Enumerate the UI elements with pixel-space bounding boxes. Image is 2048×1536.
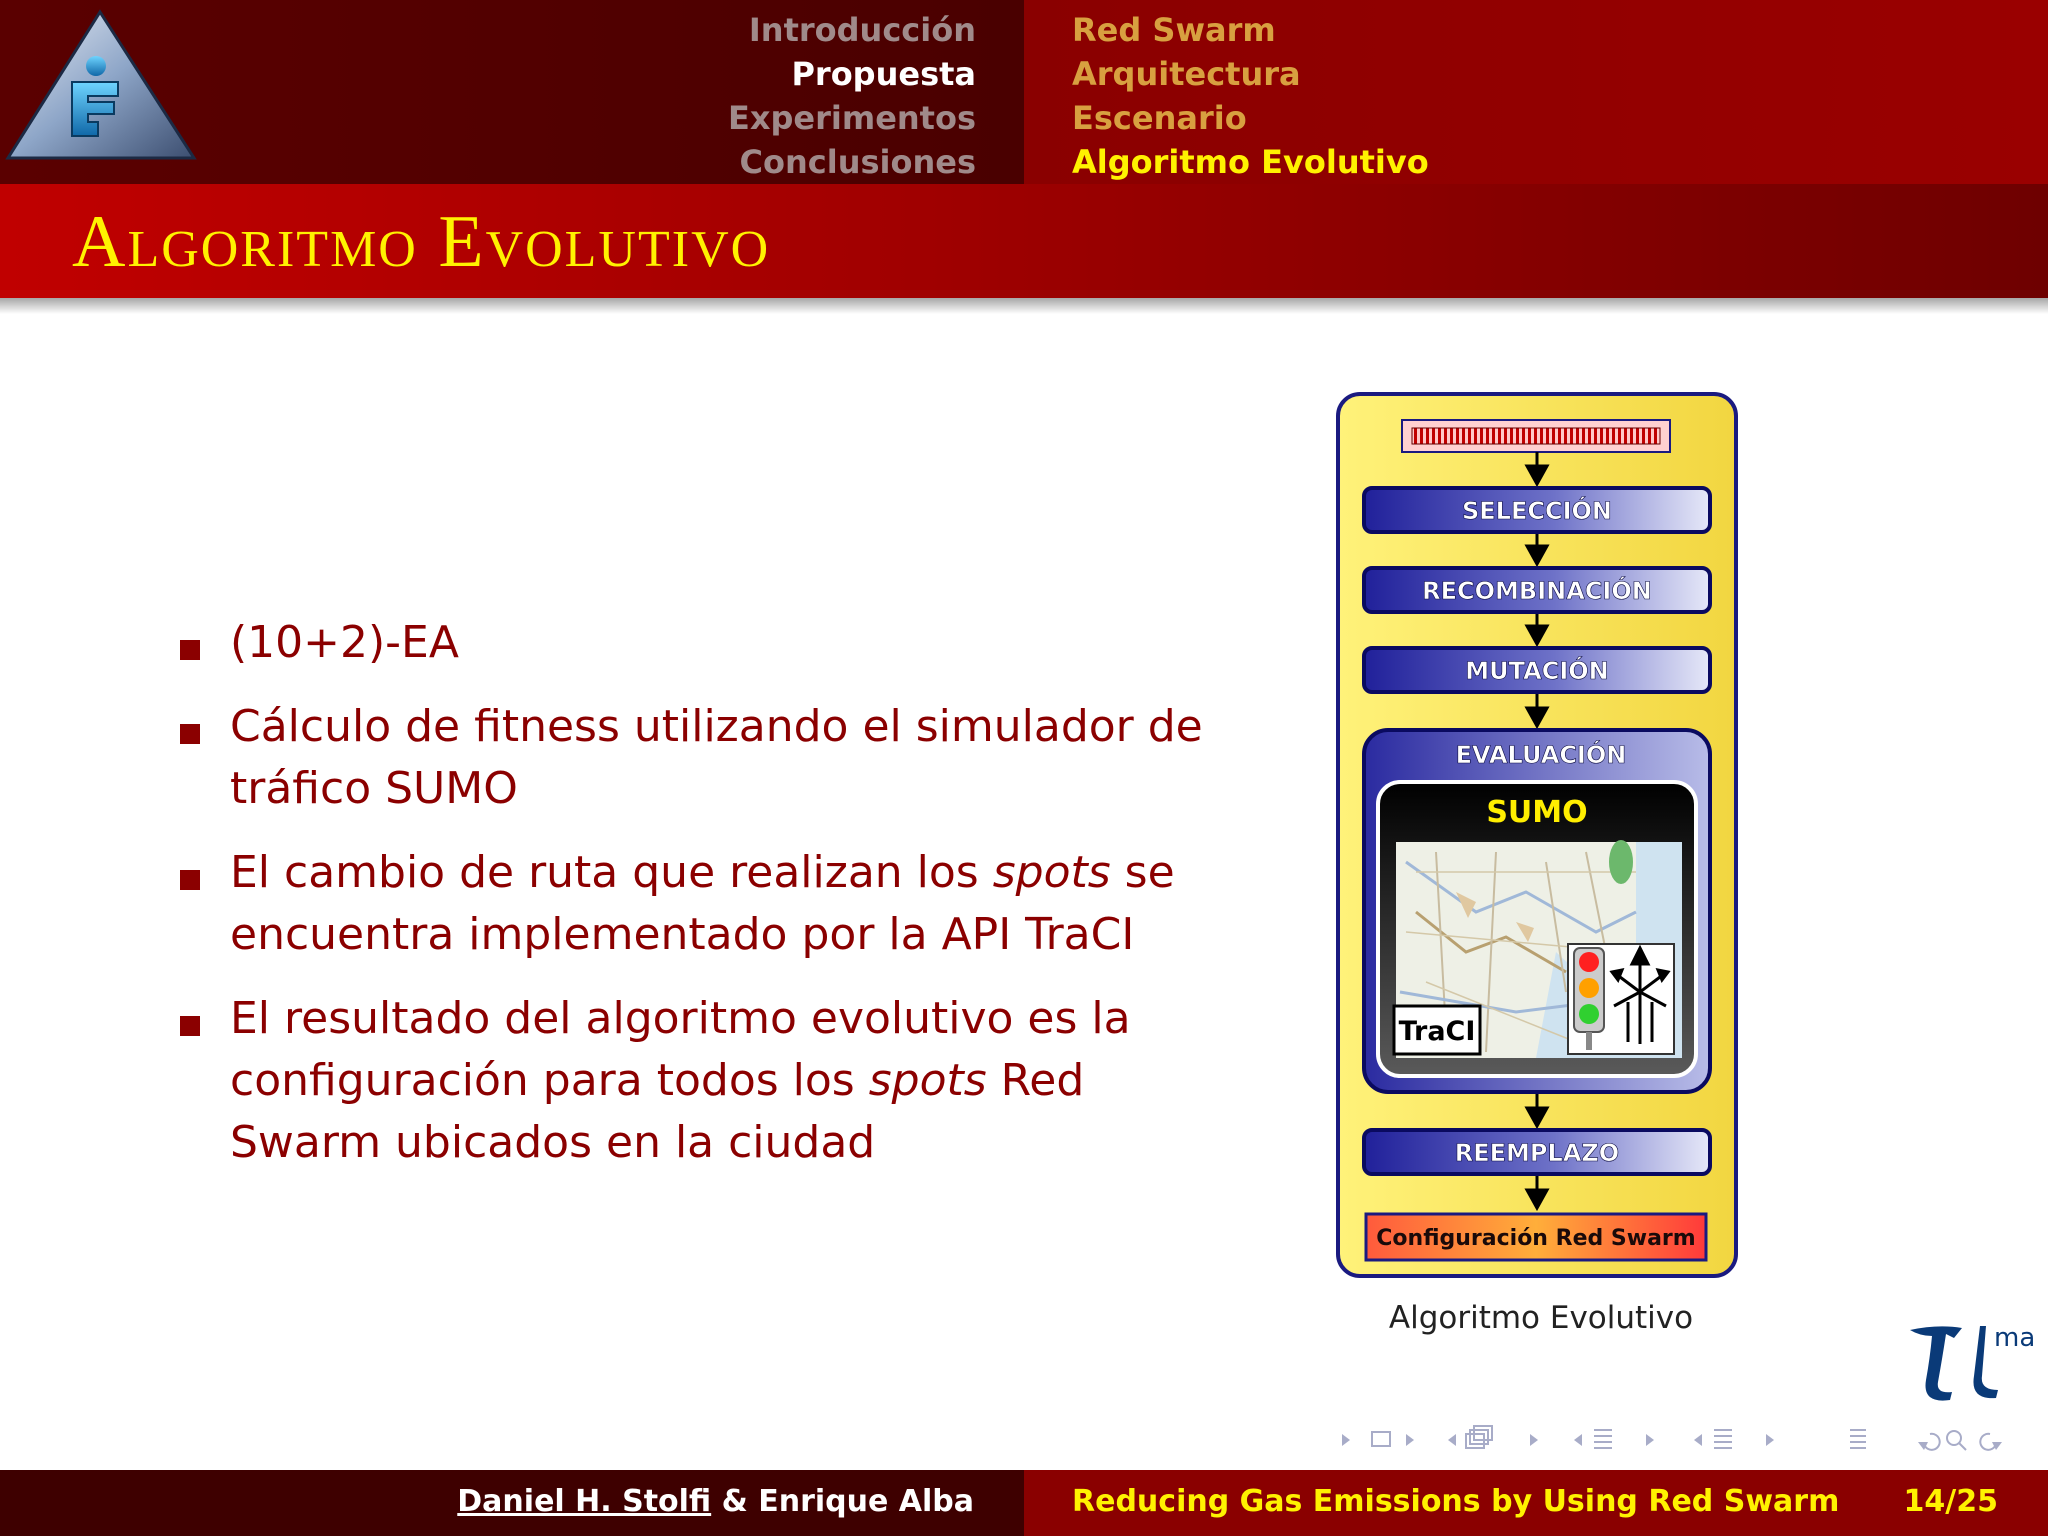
bullet-text: Red Swarm ubicados en la ciudad <box>230 1055 1085 1168</box>
page-total: 25 <box>1956 1484 1998 1519</box>
toc-icon[interactable] <box>1850 1430 1866 1448</box>
subsection-icon[interactable] <box>1714 1430 1732 1448</box>
section-navigation <box>728 8 976 184</box>
step-evaluation-label: EVALUACIÓN <box>1455 741 1627 769</box>
square-bullet-icon <box>180 1016 200 1036</box>
frame-icon[interactable] <box>1372 1432 1390 1446</box>
institute-logo <box>4 8 198 160</box>
prev-section-icon[interactable] <box>1574 1434 1582 1446</box>
step-evaluation <box>1364 730 1710 1092</box>
result-configuration-label: Configuración Red Swarm <box>1376 1226 1696 1251</box>
bullet-emphasis: spots <box>992 847 1111 898</box>
step-selection <box>1364 488 1710 532</box>
step-recombination <box>1364 568 1710 612</box>
page-number <box>1904 1484 1998 1519</box>
bullet-text: se encuentra implementado por la API TraCI <box>230 847 1175 960</box>
evolutionary-algorithm-diagram <box>1336 392 1738 1278</box>
prev-subsubsection-icon[interactable] <box>1694 1434 1702 1446</box>
square-bullet-icon <box>180 870 200 890</box>
bullet-item <box>170 696 1240 820</box>
author-coauthor: & Enrique Alba <box>711 1484 974 1519</box>
uma-logo-text: ma <box>1994 1323 2036 1353</box>
nav-section-introduccion[interactable]: Introducción <box>748 11 976 49</box>
step-recombination-label: RECOMBINACIÓN <box>1422 577 1652 605</box>
square-bullet-icon <box>180 724 200 744</box>
bullet-text: El resultado del algoritmo evolutivo es la configuración para todos los <box>230 993 1131 1106</box>
bullet-text: (10+2)-EA <box>230 617 459 668</box>
bullet-list <box>170 612 1240 1196</box>
nav-section-propuesta[interactable]: Propuesta <box>791 55 976 93</box>
nav-section-experimentos[interactable]: Experimentos <box>727 99 976 137</box>
traci-label: TraCI <box>1398 1016 1476 1047</box>
step-mutation-label: MUTACIÓN <box>1465 657 1609 685</box>
step-replacement <box>1364 1130 1710 1174</box>
step-replacement-label: REEMPLAZO <box>1454 1139 1620 1167</box>
bullet-emphasis: spots <box>868 1055 987 1106</box>
title-bar <box>0 184 2048 298</box>
footer-talk-title: Reducing Gas Emissions by Using Red Swarm <box>1072 1484 1840 1519</box>
nav-subsection-red-swarm[interactable]: Red Swarm <box>1072 11 1276 49</box>
subsection-navigation <box>1072 8 1429 184</box>
footer-authors <box>457 1484 974 1519</box>
search-icon[interactable] <box>1947 1431 1966 1450</box>
header-navigation <box>0 0 2048 184</box>
nav-section-conclusiones[interactable]: Conclusiones <box>739 143 976 181</box>
step-mutation <box>1364 648 1710 692</box>
bullet-item <box>170 842 1240 966</box>
next-frame-icon[interactable] <box>1406 1434 1414 1446</box>
subsection-frames-icon[interactable] <box>1466 1426 1492 1448</box>
bullet-text: Cálculo de fitness utilizando el simulador de tráfico SUMO <box>230 701 1203 814</box>
university-logo <box>1908 1320 2038 1410</box>
bullet-item <box>170 988 1240 1174</box>
prev-subsection-icon[interactable] <box>1448 1434 1456 1446</box>
square-bullet-icon <box>180 640 200 660</box>
back-icon[interactable] <box>1918 1434 1940 1450</box>
step-selection-label: SELECCIÓN <box>1461 497 1613 525</box>
nav-subsection-algoritmo-evolutivo[interactable]: Algoritmo Evolutivo <box>1072 143 1429 181</box>
section-icon[interactable] <box>1594 1430 1612 1448</box>
traffic-light-icon <box>1568 944 1674 1054</box>
result-configuration <box>1366 1214 1706 1260</box>
next-section-icon[interactable] <box>1646 1434 1654 1446</box>
page-separator: / <box>1945 1484 1957 1519</box>
next-subsection-icon[interactable] <box>1530 1434 1538 1446</box>
author-link[interactable]: Daniel H. Stolfi <box>457 1484 712 1519</box>
forward-icon[interactable] <box>1980 1434 2002 1450</box>
diagram-caption: Algoritmo Evolutivo <box>1388 1300 1694 1336</box>
nav-subsection-escenario[interactable]: Escenario <box>1072 99 1247 137</box>
next-subsubsection-icon[interactable] <box>1766 1434 1774 1446</box>
slide-title: Algoritmo Evolutivo <box>72 201 771 283</box>
bullet-text: El cambio de ruta que realizan los <box>230 847 993 898</box>
slide-navigation-controls <box>1330 1420 2030 1460</box>
sumo-label: SUMO <box>1486 795 1588 830</box>
footer <box>0 1470 2048 1536</box>
page-current: 14 <box>1903 1484 1946 1519</box>
nav-subsection-arquitectura[interactable]: Arquitectura <box>1072 55 1301 93</box>
first-frame-icon[interactable] <box>1342 1434 1350 1446</box>
bullet-item <box>170 612 1240 674</box>
